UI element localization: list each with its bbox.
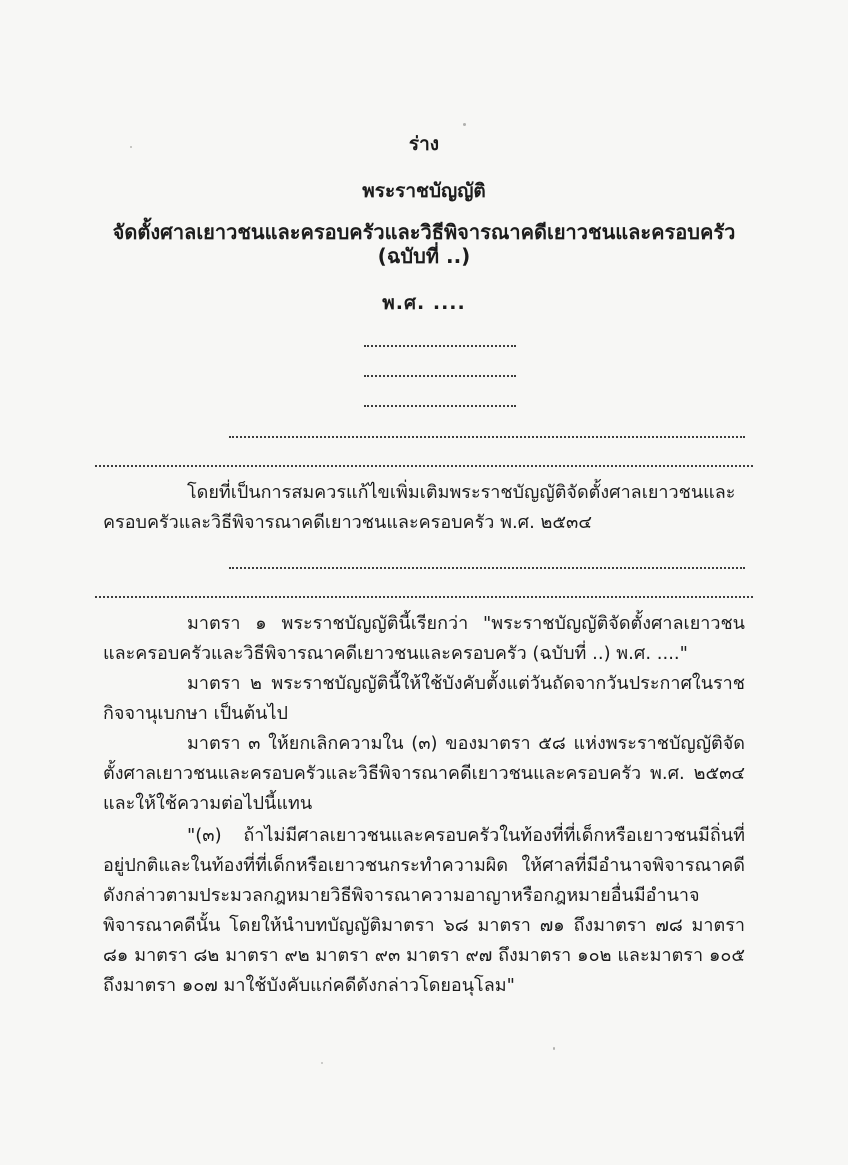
scan-speck <box>321 1062 323 1064</box>
dotted-line-short <box>364 345 516 347</box>
preamble-paragraph: โดยที่เป็นการสมควรแก้ไขเพิ่มเติมพระราชบัญญัติจัดตั้งศาลเยาวชนและครอบครัวและวิธีพิจารณาคดีเยาวชนและครอบครัว พ.ศ. ๒๕๓๔ <box>103 482 736 533</box>
dotted-line-short <box>364 405 516 407</box>
section-1-paragraph: มาตรา ๑ พระราชบัญญัตินี้เรียกว่า "พระราชบัญญัติจัดตั้งศาลเยาวชนและครอบครัวและวิธีพิจารณาคดีเยาวชนและครอบครัว (ฉบับที่ ..) พ.ศ. ...." <box>103 613 745 664</box>
dotted-line-short <box>364 375 516 377</box>
act-label: พระราชบัญญัติ <box>362 180 486 202</box>
scan-speck <box>553 1047 555 1050</box>
dotted-line-indented <box>229 436 745 438</box>
dotted-line-full <box>95 465 753 467</box>
section-2-paragraph: มาตรา ๒ พระราชบัญญัตินี้ให้ใช้บังคับตั้งแต่วันถัดจากวันประกาศในราชกิจจานุเบกษา เป็นต้นไป <box>103 673 745 724</box>
dotted-line-full <box>95 596 753 598</box>
act-name-title: จัดตั้งศาลเยาวชนและครอบครัวและวิธีพิจารณาคดีเยาวชนและครอบครัว (ฉบับที่ ..) <box>112 220 736 268</box>
scan-speck <box>130 146 132 148</box>
scan-speck <box>463 123 466 126</box>
era-line: พ.ศ. .... <box>382 292 466 314</box>
draft-label: ร่าง <box>408 133 440 155</box>
section-3-paragraph: มาตรา ๓ ให้ยกเลิกความใน (๓) ของมาตรา ๕๘ แห่งพระราชบัญญัติจัดตั้งศาลเยาวชนและครอบครัวและวิธีพิจารณาคดีเยาวชนและครอบครัว พ.ศ. ๒๕๓๔ และให้ใช้ความต่อไปนี้แทน <box>103 733 745 814</box>
replacement-clause-paragraph: "(๓) ถ้าไม่มีศาลเยาวชนและครอบครัวในท้องที่ที่เด็กหรือเยาวชนมีถิ่นที่อยู่ปกติและในท้องที่ที่เด็กหรือเยาวชนกระทำความผิด ให้ศาลที่มีอำนาจพิจารณาคดีดังกล่าวตามประมวลกฎหมายวิธีพิจารณาความอาญาหรือกฎหมายอื่นมีอำนาจพิจารณาคดีนั้น โดยให้นำบทบัญญัติมาตรา ๖๘ มาตรา ๗๑ ถึงมาตรา ๗๘ มาตรา ๘๑ มาตรา ๘๒ มาตรา ๙๒ มาตรา ๙๓ มาตรา ๙๗ ถึงมาตรา ๑๐๒ และมาตรา ๑๐๕ ถึงมาตรา ๑๐๗ มาใช้บังคับแก่คดีดังกล่าวโดยอนุโลม" <box>103 825 745 996</box>
dotted-line-indented <box>229 567 745 569</box>
